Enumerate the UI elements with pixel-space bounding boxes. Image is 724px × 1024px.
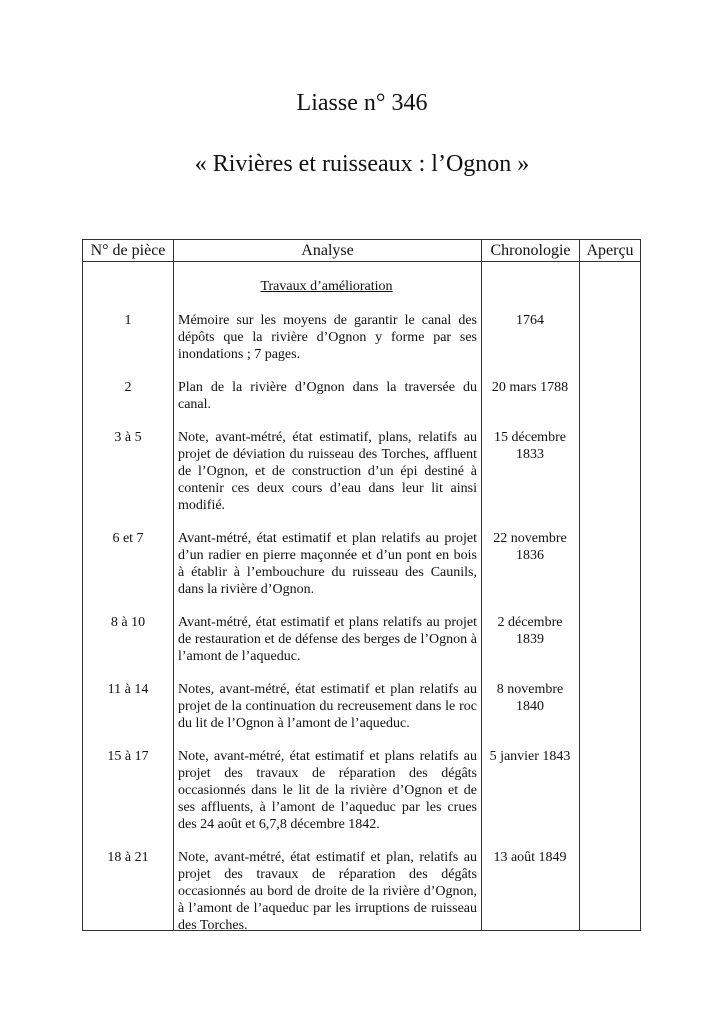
piece-number: 18 à 21	[107, 850, 149, 865]
chronologie-date: 22 novembre 1836	[493, 531, 567, 563]
column-divider	[579, 240, 580, 930]
inventory-table	[82, 239, 641, 931]
analyse-text: Notes, avant-métré, état estimatif et plan relatifs au projet de la continuation du recreusement dans le roc du lit de l’Ognon à l’amont de l’aqueduc.	[178, 682, 477, 731]
analyse-text: Note, avant-métré, état estimatif, plans, relatifs au projet de déviation du ruisseau des Torches, affluent de l’Ognon, et de construction d’un épi destiné à contenir ces deux cours d’eau dans leur lit ainsi modifié.	[178, 430, 477, 513]
chronologie-date: 13 août 1849	[493, 850, 567, 865]
header-analyse: Analyse	[301, 242, 354, 259]
header-apercu: Aperçu	[586, 242, 634, 259]
chronologie-date: 8 novembre 1840	[496, 682, 564, 714]
piece-number: 1	[124, 313, 132, 328]
document-title: Liasse n° 346	[296, 90, 428, 116]
document-subtitle: « Rivières et ruisseaux : l’Ognon »	[194, 151, 530, 177]
piece-number: 8 à 10	[110, 615, 146, 630]
piece-number: 2	[124, 380, 132, 395]
analyse-text: Note, avant-métré, état estimatif et plans relatifs au projet des travaux de réparation des dégâts occasionnés dans le lit de la rivière d’Ognon et de ses affluents, à l’amont de l’aqueduc par les crues des 24 août et 6,7,8 décembre 1842.	[178, 749, 477, 832]
column-divider	[481, 240, 482, 930]
piece-number: 11 à 14	[107, 682, 149, 697]
analyse-text: Mémoire sur les moyens de garantir le canal des dépôts que la rivière d’Ognon y forme par ses inondations ; 7 pages.	[178, 313, 477, 362]
chronologie-date: 5 janvier 1843	[489, 749, 571, 764]
column-divider	[173, 240, 174, 930]
analyse-text: Avant-métré, état estimatif et plans relatifs au projet de restauration et de défense des berges de l’Ognon à l’amont de l’aqueduc.	[178, 615, 477, 664]
analyse-text: Avant-métré, état estimatif et plan relatifs au projet d’un radier en pierre maçonnée et d’un pont en bois à établir à l’embouchure du ruisseau des Caunils, dans la rivière d’Ognon.	[178, 531, 477, 597]
piece-number: 3 à 5	[114, 430, 142, 445]
header-divider	[83, 261, 640, 262]
chronologie-date: 1764	[516, 313, 544, 328]
header-piece: N° de pièce	[90, 242, 166, 259]
section-title: Travaux d’amélioration	[260, 279, 393, 294]
chronologie-date: 15 décembre 1833	[494, 430, 566, 462]
analyse-text: Note, avant-métré, état estimatif et plan, relatifs au projet des travaux de réparation des dégâts occasionnés au bord de droite de la rivière d’Ognon, à l’amont de l’aqueduc par les irruptions de ruisseau des Torches.	[178, 850, 477, 933]
piece-number: 15 à 17	[107, 749, 149, 764]
piece-number: 6 et 7	[112, 531, 144, 546]
analyse-text: Plan de la rivière d’Ognon dans la traversée du canal.	[178, 380, 477, 412]
chronologie-date: 20 mars 1788	[491, 380, 569, 395]
header-chronologie: Chronologie	[490, 242, 571, 259]
chronologie-date: 2 décembre 1839	[497, 615, 563, 647]
